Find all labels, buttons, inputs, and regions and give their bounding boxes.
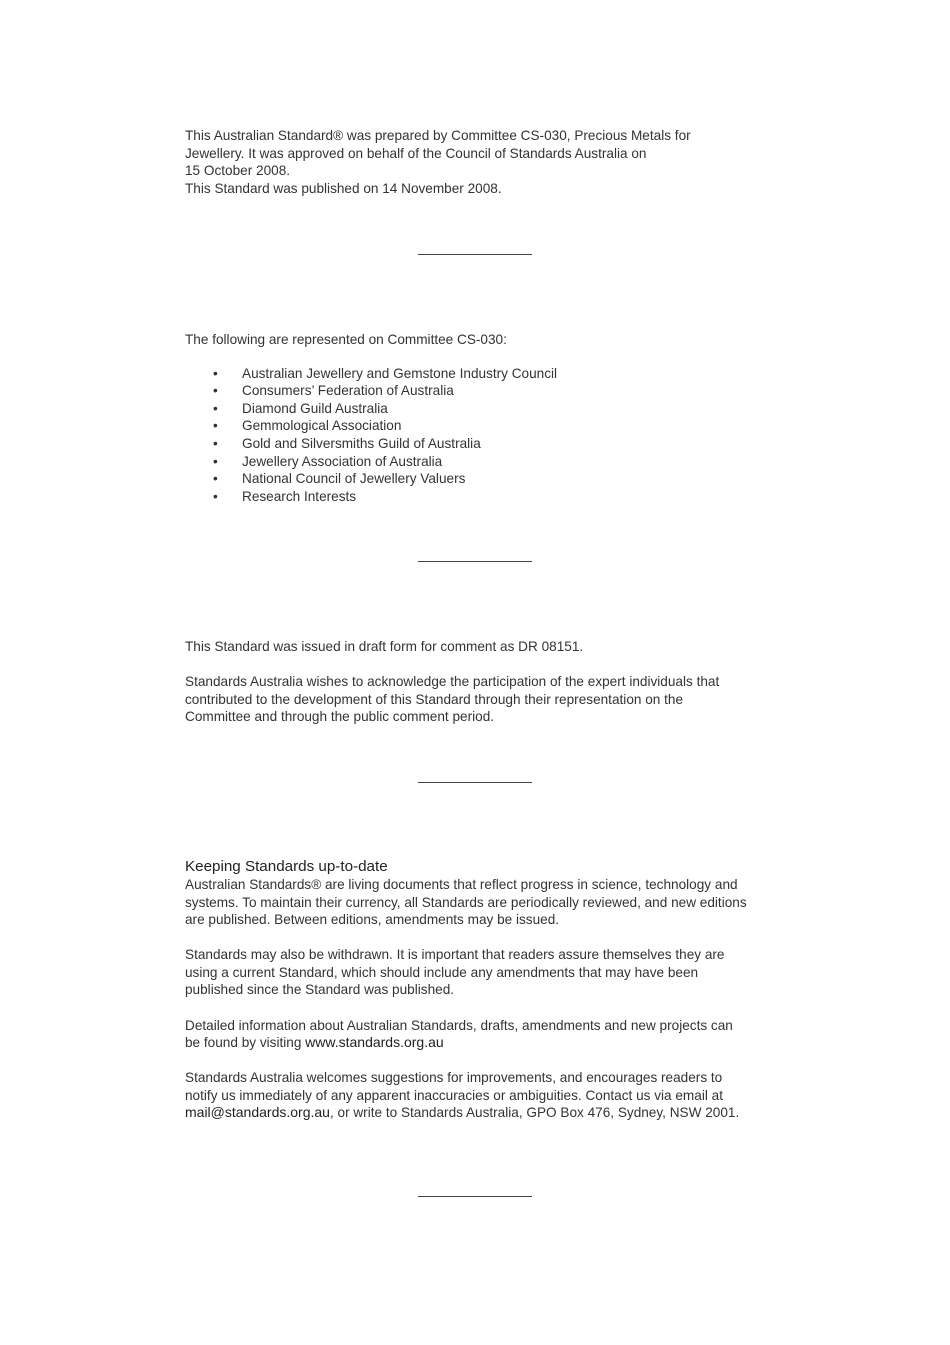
bullet-icon: •: [213, 453, 218, 469]
committee-member: • Gemmological Association: [213, 418, 402, 434]
email-link[interactable]: mail@standards.org.au: [185, 1104, 330, 1121]
website-link[interactable]: www.standards.org.au: [305, 1034, 444, 1051]
paragraph-line: mail@standards.org.au, or write to Standards Australia, GPO Box 476, Sydney, NSW 2001.: [185, 1104, 740, 1121]
section-divider: [418, 782, 532, 783]
draft-section: [185, 638, 775, 726]
publication-date-line: This Standard was published on 14 November 2008.: [185, 180, 502, 196]
section-heading: Keeping Standards up-to-date: [185, 858, 388, 875]
bullet-icon: •: [213, 471, 218, 487]
paragraph-line: Detailed information about Australian Standards, drafts, amendments and new projects can: [185, 1017, 733, 1033]
preparation-line: Jewellery. It was approved on behalf of the Council of Standards Australia on: [185, 145, 647, 161]
acknowledgement-line: Standards Australia wishes to acknowledge the participation of the expert individuals that: [185, 674, 720, 690]
preparation-line: 15 October 2008.: [185, 163, 291, 179]
committee-member: • Gold and Silversmiths Guild of Australia: [213, 435, 481, 451]
paragraph-line: Standards Australia welcomes suggestions for improvements, and encourages readers to: [185, 1070, 723, 1086]
bullet-icon: •: [213, 435, 218, 451]
acknowledgement-line: contributed to the development of this Standard through their representation on the: [185, 691, 684, 707]
section-divider: [418, 561, 532, 562]
paragraph-line: Standards may also be withdrawn. It is important that readers assure themselves they are: [185, 947, 725, 963]
draft-issued-note: This Standard was issued in draft form for comment as DR 08151.: [185, 639, 584, 654]
paragraph-line: Australian Standards® are living documents that reflect progress in science, technology and: [185, 877, 738, 892]
committee-member: • Australian Jewellery and Gemstone Industry Council: [213, 365, 558, 381]
preparation-line: This Australian Standard® was prepared by Committee CS-030, Precious Metals for: [185, 128, 691, 143]
preparation-statement: [185, 127, 775, 197]
committee-member: • National Council of Jewellery Valuers: [213, 471, 466, 487]
committee-intro: The following are represented on Committee CS-030:: [185, 332, 507, 347]
bullet-icon: •: [213, 488, 218, 504]
bullet-icon: •: [213, 400, 218, 416]
bullet-icon: •: [213, 418, 218, 434]
committee-member: • Research Interests: [213, 488, 357, 504]
paragraph-line: published since the Standard was published.: [185, 982, 455, 998]
paragraph-line: be found by visiting www.standards.org.au: [185, 1034, 444, 1051]
committee-member: • Consumers’ Federation of Australia: [213, 383, 454, 399]
committee-member: • Diamond Guild Australia: [213, 400, 388, 416]
committee-section: [185, 331, 775, 505]
keeping-up-to-date-section: [185, 858, 775, 1122]
acknowledgement-line: Committee and through the public comment period.: [185, 709, 495, 725]
paragraph-line: systems. To maintain their currency, all Standards are periodically reviewed, and new editions: [185, 894, 747, 910]
paragraph-line: notify us immediately of any apparent inaccuracies or ambiguities. Contact us via email at: [185, 1087, 723, 1103]
bullet-icon: •: [213, 365, 218, 381]
section-divider: [418, 1196, 532, 1197]
committee-member: • Jewellery Association of Australia: [213, 453, 443, 469]
paragraph-line: using a current Standard, which should include any amendments that may have been: [185, 964, 699, 980]
bullet-icon: •: [213, 383, 218, 399]
committee-member-list: [185, 365, 775, 506]
paragraph-line: are published. Between editions, amendments may be issued.: [185, 912, 560, 928]
section-divider: [418, 254, 532, 255]
